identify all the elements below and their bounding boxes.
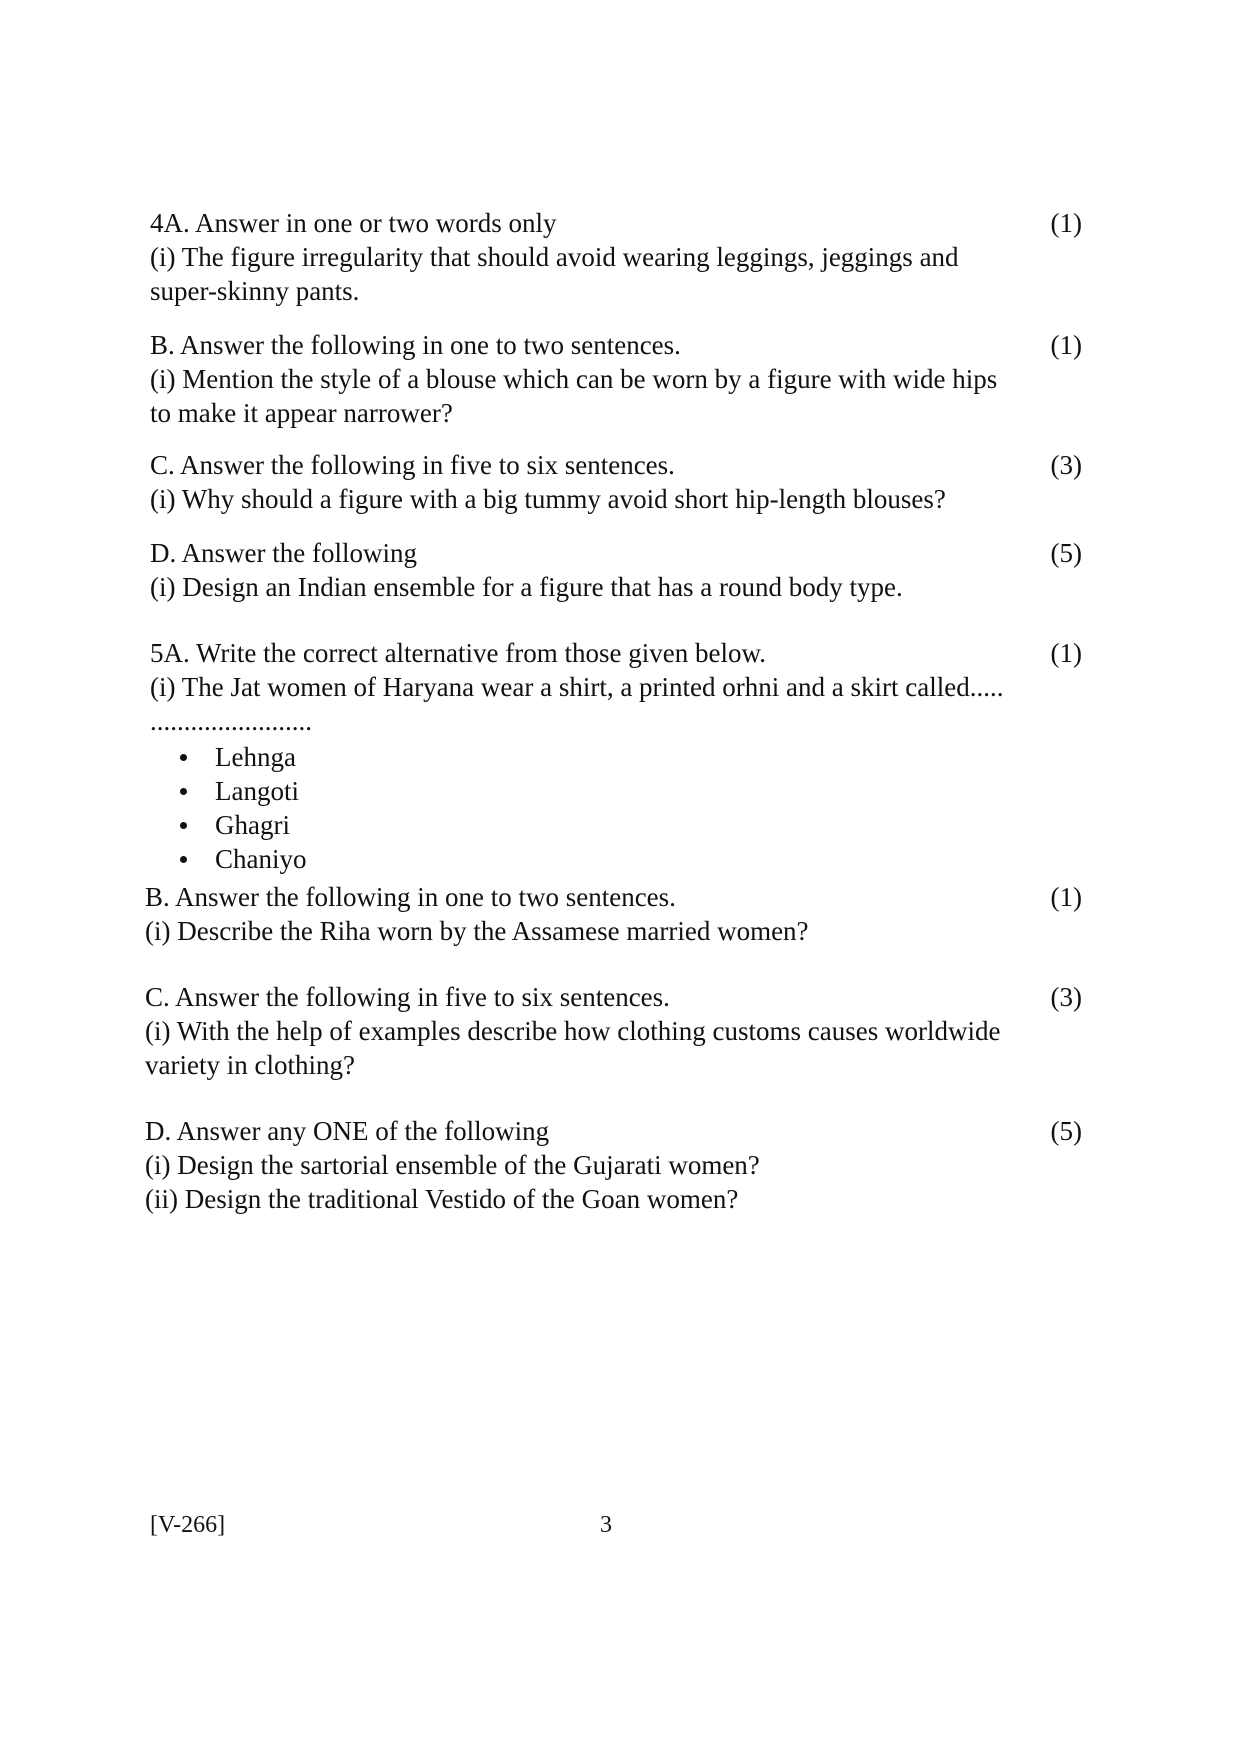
page-number: 3 bbox=[600, 1512, 612, 1538]
q4b-heading: B. Answer the following in one to two sentences. bbox=[150, 330, 681, 360]
bullet-icon bbox=[180, 856, 187, 863]
q5d-marks: (5) bbox=[1050, 1116, 1082, 1146]
q5b-heading: B. Answer the following in one to two sentences. bbox=[145, 882, 676, 912]
q4a-heading: 4A. Answer in one or two words only bbox=[150, 208, 557, 238]
option-label: Chaniyo bbox=[215, 844, 307, 874]
q5a-heading: 5A. Write the correct alternative from those given below. bbox=[150, 638, 766, 668]
q5d-question-line-2: (ii) Design the traditional Vestido of the Goan women? bbox=[145, 1184, 739, 1214]
q4a-question-line-2: super-skinny pants. bbox=[150, 276, 360, 306]
q5c-marks: (3) bbox=[1050, 982, 1082, 1012]
q5a-marks: (1) bbox=[1050, 638, 1082, 668]
q5c-heading: C. Answer the following in five to six sentences. bbox=[145, 982, 670, 1012]
q5b-question-line-1: (i) Describe the Riha worn by the Assamese married women? bbox=[145, 916, 809, 946]
q5c-question-line-2: variety in clothing? bbox=[145, 1050, 355, 1080]
q4d-question-line-1: (i) Design an Indian ensemble for a figure that has a round body type. bbox=[150, 572, 903, 602]
q5c-question-line-1: (i) With the help of examples describe how clothing customs causes worldwide bbox=[145, 1016, 1001, 1046]
bullet-icon bbox=[180, 754, 187, 761]
q4c-heading: C. Answer the following in five to six sentences. bbox=[150, 450, 675, 480]
q4c-marks: (3) bbox=[1050, 450, 1082, 480]
q5b-marks: (1) bbox=[1050, 882, 1082, 912]
q5a-blank-line: ........................ bbox=[150, 706, 312, 736]
q4c-question-line-1: (i) Why should a figure with a big tummy avoid short hip-length blouses? bbox=[150, 484, 946, 514]
option-label: Langoti bbox=[215, 776, 299, 806]
q4b-question-line-1: (i) Mention the style of a blouse which can be worn by a figure with wide hips bbox=[150, 364, 998, 394]
q4d-marks: (5) bbox=[1050, 538, 1082, 568]
q4a-marks: (1) bbox=[1050, 208, 1082, 238]
q5d-heading: D. Answer any ONE of the following bbox=[145, 1116, 550, 1146]
q4a-question-line-1: (i) The figure irregularity that should avoid wearing leggings, jeggings and bbox=[150, 242, 959, 272]
bullet-icon bbox=[180, 822, 187, 829]
bullet-icon bbox=[180, 788, 187, 795]
q4b-question-line-2: to make it appear narrower? bbox=[150, 398, 453, 428]
q5a-question-line-1: (i) The Jat women of Haryana wear a shirt, a printed orhni and a skirt called..... bbox=[150, 672, 1004, 702]
option-label: Ghagri bbox=[215, 810, 290, 840]
q5d-question-line-1: (i) Design the sartorial ensemble of the Gujarati women? bbox=[145, 1150, 760, 1180]
q4d-heading: D. Answer the following bbox=[150, 538, 417, 568]
q4b-marks: (1) bbox=[1050, 330, 1082, 360]
paper-code: [V-266] bbox=[150, 1512, 226, 1538]
option-label: Lehnga bbox=[215, 742, 296, 772]
